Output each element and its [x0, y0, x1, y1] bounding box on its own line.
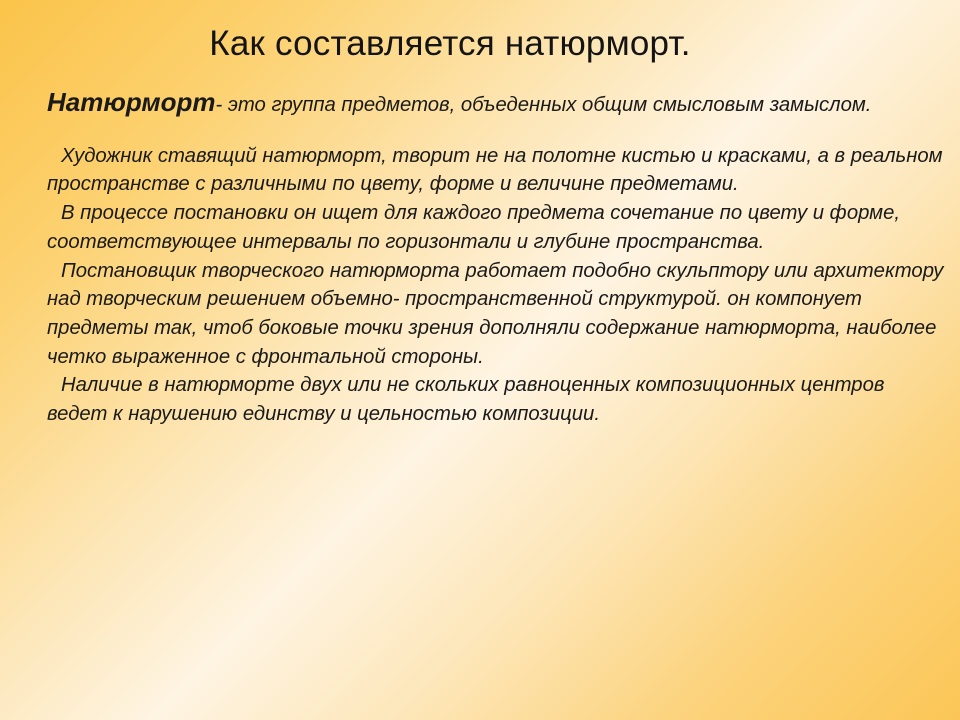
- slide-title: Как составляется натюрморт.: [209, 24, 691, 63]
- definition-paragraph: [47, 88, 947, 120]
- paragraph-composer: Постановщик творческого натюрморта работает подобно скульптору или архитектору над творческим решением объемно- пространственной структурой. он компонует предметы так, чтоб боковые точки зрения дополняли содержание натюрморта, наиболее четко выраженное с фронтальной стороны.: [47, 259, 944, 368]
- definition-term: Натюрморт: [47, 87, 216, 117]
- paragraph-process: В процессе постановки он ищет для каждого предмета сочетание по цвету и форме, соответствующее интервалы по горизонтали и глубине пространства.: [47, 202, 900, 253]
- definition-text: - это группа предметов, объеденных общим смысловым замыслом.: [215, 94, 872, 116]
- paragraph-artist: Художник ставящий натюрморт, творит не на полотне кистью и красками, а в реальном пространстве с различными по цвету, форме и величине предметами.: [47, 144, 943, 196]
- slide-body: [47, 88, 947, 429]
- paragraph-centers: Наличие в натюрморте двух или не скольких равноценных композиционных центров ведет к нарушению единству и цельностью композиции.: [47, 374, 885, 426]
